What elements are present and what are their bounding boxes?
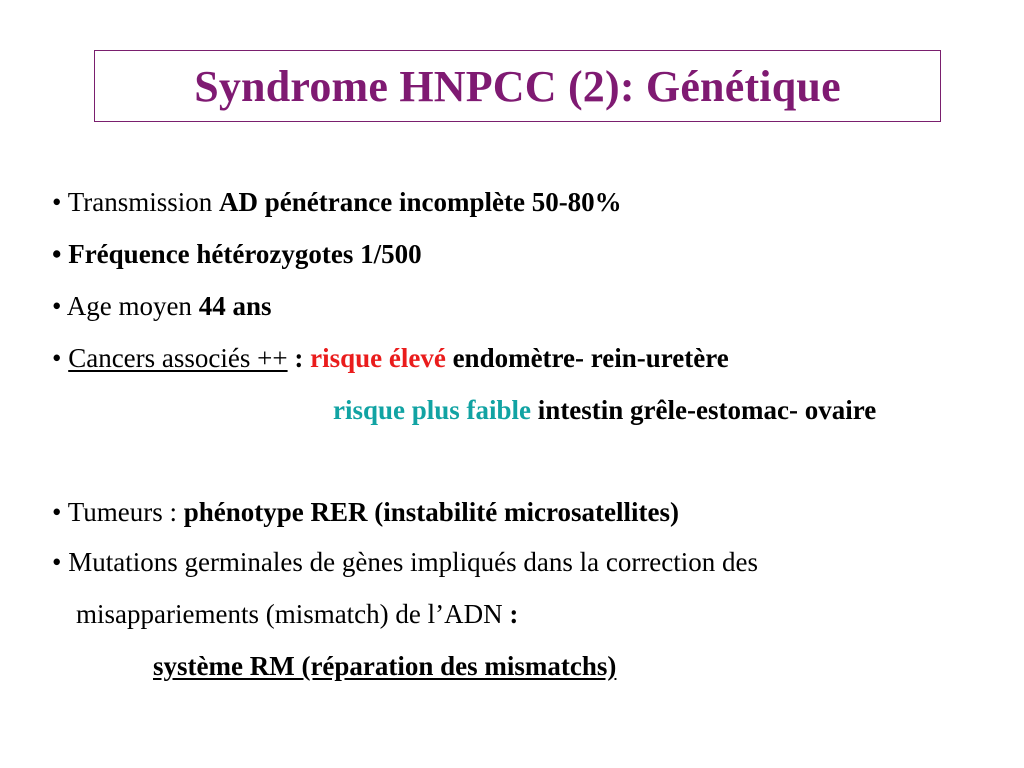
cancers-label: Cancers associés ++ — [68, 343, 288, 373]
mutations-continuation — [76, 598, 518, 630]
slide-title: Syndrome HNPCC (2): Génétique — [194, 61, 841, 111]
bullet-marker: • — [52, 547, 62, 577]
bullet-age — [52, 290, 271, 322]
mutations-line2: misappariements (mismatch) de l’ADN — [76, 599, 503, 629]
cancers-low-risk-line — [333, 394, 876, 426]
low-risk-label: risque plus faible — [333, 395, 532, 425]
title-box — [94, 50, 941, 122]
tumeurs-label: Tumeurs : — [67, 497, 184, 527]
bullet-frequence — [52, 238, 422, 270]
mutations-line1: Mutations germinales de gènes impliqués dans la correction des — [68, 547, 759, 577]
frequence-value: Fréquence hétérozygotes 1/500 — [68, 239, 422, 269]
low-risk-sites: intestin grêle-estomac- ovaire — [531, 395, 877, 425]
bullet-transmission — [52, 186, 622, 218]
cancers-colon: : — [287, 343, 311, 373]
bullet-marker: • — [52, 343, 62, 373]
bullet-mutations — [52, 546, 758, 578]
high-risk-label: risque élevé — [310, 343, 446, 373]
bullet-marker: • — [52, 291, 62, 321]
bullet-cancers — [52, 342, 729, 374]
bullet-marker: • — [52, 497, 62, 527]
age-value: 44 ans — [198, 291, 272, 321]
transmission-label: Transmission — [67, 187, 220, 217]
tumeurs-value: phénotype RER (instabilité microsatellites) — [183, 497, 679, 527]
high-risk-sites: endomètre- rein-uretère — [445, 343, 729, 373]
bullet-marker: • — [52, 187, 62, 217]
transmission-value: AD pénétrance incomplète 50-80% — [219, 187, 622, 217]
bullet-marker: • — [52, 239, 62, 269]
mutations-system-line — [153, 650, 616, 682]
mutations-colon: : — [502, 599, 519, 629]
system-rm: système RM (réparation des mismatchs) — [153, 651, 617, 681]
age-label: Age moyen — [66, 291, 199, 321]
bullet-tumeurs — [52, 496, 679, 528]
